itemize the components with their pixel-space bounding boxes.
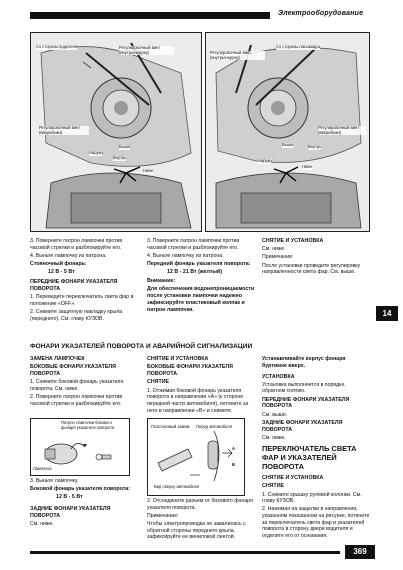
- chapter-tab: 14: [376, 306, 398, 321]
- note-title: Примечание:: [262, 254, 294, 261]
- label-direction-b: B: [232, 462, 235, 467]
- rear-turn-title: ЗАДНИЕ ФОНАРИ УКАЗАТЕЛЯ ПОВОРОТА: [30, 506, 111, 519]
- b3-removal-title: СНЯТИЕ: [262, 483, 285, 490]
- headlight-adjust-figure-driver: [30, 32, 202, 232]
- b2-note-title: Примечание:: [147, 512, 179, 519]
- label-lower: Ниже: [143, 168, 154, 173]
- label-adj-screw-inout: Регулировочный винт (внутрь/наружу): [119, 46, 174, 55]
- text-column-2: [147, 238, 255, 315]
- label-plastic-clip: Пластиковый зажим: [151, 424, 190, 429]
- lower-column-1: [30, 356, 138, 409]
- lower-column-2-bottom: [147, 498, 255, 542]
- side-turn-title: БОКОВЫЕ ФОНАРИ УКАЗАТЕЛЯ ПОВОРОТА: [30, 364, 116, 378]
- note-text: После установки проведите регулировку направленности света фар. См. выше.: [262, 262, 361, 276]
- step-4: 4. Выньте лампочку из патрона.: [147, 252, 224, 259]
- label-in: Внутрь: [308, 144, 322, 149]
- bulb-replacement-title: ЗАМЕНА ЛАМПОЧЕК: [30, 356, 85, 362]
- step-4: 4. Выньте лампочку из патрона.: [30, 252, 107, 259]
- b3-rear-turn-title: ЗАДНИЕ ФОНАРИ УКАЗАТЕЛЯ ПОВОРОТА: [262, 419, 343, 433]
- text-column-3: [262, 238, 370, 277]
- header-bar: [30, 12, 270, 19]
- b3-removal-install-title: СНЯТИЕ И УСТАНОВКА: [262, 475, 324, 482]
- see-below: См. ниже.: [262, 246, 286, 253]
- label-higher: Выше: [119, 144, 131, 149]
- b3-front-turn-title: ПЕРЕДНИЕ ФОНАРИ УКАЗАТЕЛЯ ПОВОРОТА: [262, 396, 350, 410]
- label-higher: Выше: [282, 142, 294, 147]
- b3-step-2: 2. Нажимая на защелки в направлении, указанном показанном на рисунке, потяните за переключатель света фар и указателей поворота в сторону двери водителя и отделите его от основания.: [262, 506, 370, 540]
- b3-front-turn-text: См. выше.: [262, 411, 288, 418]
- side-turn-label: Боковой фонарь указателя поворота:: [30, 486, 131, 493]
- side-bulb-figure: [30, 418, 130, 476]
- label-adj-screw-updown: Регулировочный винт (вверх/вниз): [318, 126, 366, 135]
- chapter-title: Электрооборудование: [278, 10, 364, 17]
- section-heading: ФОНАРИ УКАЗАТЕЛЕЙ ПОВОРОТА И АВАРИЙНОЙ СИГНАЛИЗАЦИИ: [30, 343, 253, 350]
- b3-install-text: Установка выполняется в порядке, обратном снятию.: [262, 381, 346, 395]
- switch-heading: ПЕРЕКЛЮЧАТЕЛЬ СВЕТА ФАР И УКАЗАТЕЛЕЙ ПОВОРОТА: [262, 444, 357, 472]
- rear-turn-text: См. ниже.: [30, 521, 54, 528]
- step-3: 3. Поверните патрон лампочки против часовой стрелки и разблокируйте его.: [147, 238, 240, 251]
- label-socket: Патрон лампочки бокового фонаря указателя поворота: [61, 420, 115, 430]
- label-out: Наружу: [89, 150, 104, 155]
- b2-removal-title: СНЯТИЕ: [147, 379, 170, 386]
- label-driver-side: Со стороны водителя: [36, 44, 77, 49]
- label-top-view: Вид сверху автомобиля: [154, 484, 200, 489]
- step-3: 3. Поверните патрон лампочки против часовой стрелки и разблокируйте его.: [30, 238, 123, 251]
- front-turn-title: ПЕРЕДНИЕ ФОНАРИ УКАЗАТЕЛЯ ПОВОРОТА: [30, 279, 118, 292]
- b3-install-title: УСТАНОВКА: [262, 373, 295, 380]
- b2-title: СНЯТИЕ И УСТАНОВКА: [147, 356, 209, 362]
- label-vehicle-front: Перед автомобиля: [196, 424, 233, 429]
- headlight-adjust-figure-passenger: [205, 32, 370, 232]
- attention-text: Для обеспечения водонепроницаемости после установки лампочки надежно зафиксируйте пластиковый колпак и патрон лампочки.: [147, 286, 255, 313]
- b1-step-3: 3. Выньте лампочку.: [30, 478, 79, 484]
- label-out: Наружу: [258, 158, 273, 163]
- label-bulb: Лампочка: [33, 466, 52, 471]
- b2-step-1: 1. Отжимая боковой фонарь указателя поворота в направлении «А» (к стороне передней части автомобиля), потяните за него в направлении «В» и снимите.: [147, 387, 249, 414]
- b2-side-turn-title: БОКОВЫЕ ФОНАРИ УКАЗАТЕЛЯ ПОВОРОТА: [147, 364, 233, 378]
- label-adj-screw-inout: Регулировочный винт (внутрь/наружу): [210, 51, 265, 60]
- footer-bar: [30, 551, 340, 554]
- b1-step-1: 1. Снимите боковой фонарь указателя поворота. См. ниже.: [30, 379, 124, 392]
- lower-column-3: [262, 356, 370, 541]
- side-light-removal-figure: [147, 418, 245, 496]
- front-step-1: 1. Переведите переключатель света фар в положение «OFF».: [30, 294, 134, 307]
- side-turn-value: 12 В - 5 Вт: [56, 494, 83, 501]
- b3-step-1: 1. Снимите крышку рулевой колонки. См. главу КУЗОВ.: [262, 491, 362, 505]
- lower-column-2: [147, 356, 255, 416]
- front-turn-value: 12 В - 21 Вт (желтый): [167, 269, 222, 276]
- text-column-1: [30, 238, 138, 324]
- b1-step-2: 2. Поверните патрон лампочки против часовой стрелки и разблокируйте его.: [30, 394, 123, 407]
- b3-install-tip: Устанавливайте корпус фонаря буртиком вверх.: [262, 356, 346, 369]
- front-turn-label: Передний фонарь указателя поворота:: [147, 260, 251, 267]
- lower-column-1-bottom: [30, 478, 138, 529]
- label-in: Внутрь: [113, 155, 127, 160]
- label-lower: Ниже: [302, 164, 313, 169]
- front-step-2: 2. Снимите защитную накладку крыла (переднего). См. главу КУЗОВ.: [30, 308, 123, 322]
- label-adj-screw-updown: Регулировочный винт (вверх/вниз): [39, 126, 89, 135]
- b3-rear-turn-text: См. ниже.: [262, 434, 286, 441]
- b2-note-text: Чтобы электропроводка не завалилась с обратной стороны переднего крыла, зафиксируйте ее виниловой лентой.: [147, 520, 246, 541]
- parking-light-label: Стояночный фонарь:: [30, 260, 87, 267]
- b2-step-2: 2. Отсоедините разъем от бокового фонаря указателя поворота.: [147, 498, 253, 511]
- label-passenger-side: Со стороны пассажира: [276, 44, 320, 49]
- parking-light-value: 12 В - 5 Вт: [48, 269, 75, 276]
- page-number: 369: [345, 545, 375, 559]
- attention-title: Внимание:: [147, 278, 176, 284]
- removal-title: СНЯТИЕ И УСТАНОВКА: [262, 238, 324, 244]
- label-direction-a: A: [232, 446, 235, 451]
